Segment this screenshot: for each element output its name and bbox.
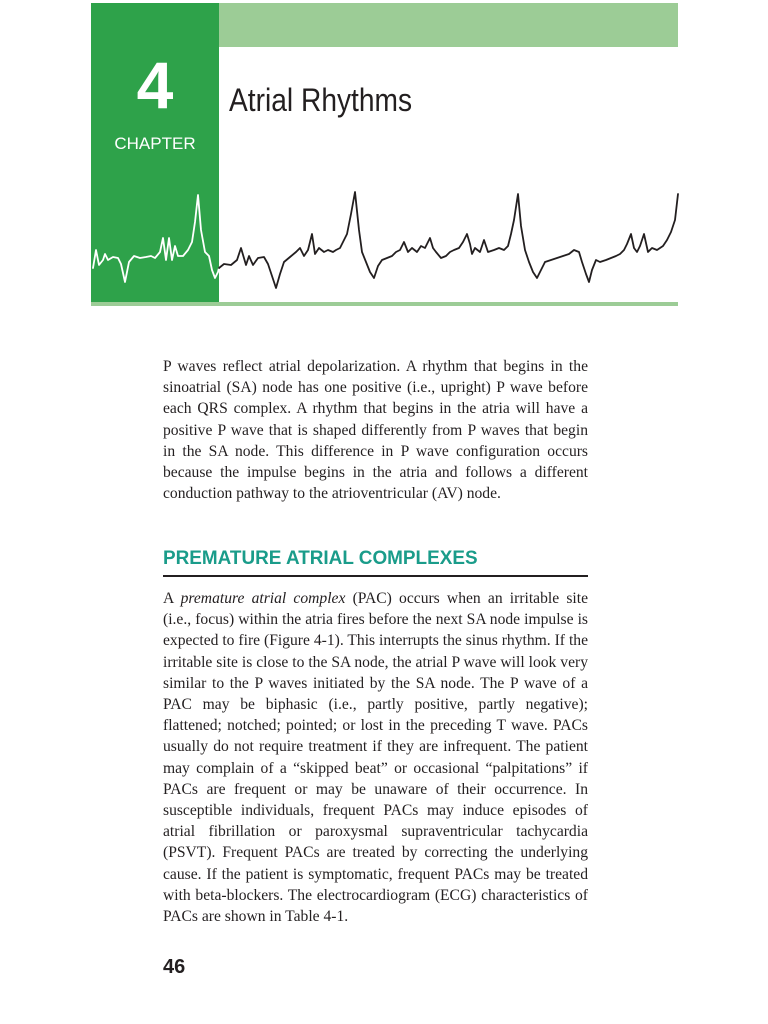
pac-paragraph — [163, 588, 588, 927]
pac-term: premature atrial complex — [180, 590, 346, 607]
chapter-number: 4 — [136, 48, 174, 122]
chapter-title: Atrial Rhythms — [229, 82, 413, 118]
chapter-header-light-bar — [219, 3, 678, 47]
section-heading: PREMATURE ATRIAL COMPLEXES — [163, 547, 478, 569]
chapter-label: CHAPTER — [114, 134, 196, 153]
section-heading-rule — [163, 575, 588, 577]
ecg-trace-black — [219, 192, 678, 288]
intro-paragraph: P waves reflect atrial depolarization. A rhythm that begins in the sinoatrial (SA) node has one positive (i.e., upright) P wave before each QRS complex. A rhythm that begins in the atria will have a positive P wave that is shaped differently from P waves that begin in the SA node. This difference in P wave configuration occurs because the impulse begins in the atria and follows a different conduction pathway to the atrioventricular (AV) node. — [163, 358, 588, 503]
page-number: 46 — [163, 956, 186, 978]
ecg-trace-white — [93, 195, 219, 282]
chapter-header-bottom-rule — [91, 302, 678, 306]
ecg-rhythm-strip-icon — [91, 190, 681, 300]
pac-paragraph-rest: (PAC) occurs when an irritable site (i.e., focus) within the atria fires before the next SA node impulse is expected to fire (Figure 4-1). This interrupts the sinus rhythm. If the irritable site is close to the SA node, the atrial P wave will look very similar to the P waves initiated by the SA node. The P wave of a PAC may be biphasic (i.e., partly positive, partly negative); flattened; notched; pointed; or lost in the preceding T wave. PACs usually do not require treatment if they are infrequent. The patient may complain of a “skipped beat” or occasional “palpitations” if PACs are frequent or may be unaware of their occurrence. In susceptible individuals, frequent PACs may induce episodes of atrial fibrillation or paroxysmal supraventricular tachycardia (PSVT). Frequent PACs are treated by correcting the underlying cause. If the patient is symptomatic, frequent PACs may be treated with beta-blockers. The electrocardiogram (ECG) characteristics of PACs are shown in Table 4-1. — [163, 590, 588, 926]
pac-paragraph-start: A — [163, 590, 181, 607]
